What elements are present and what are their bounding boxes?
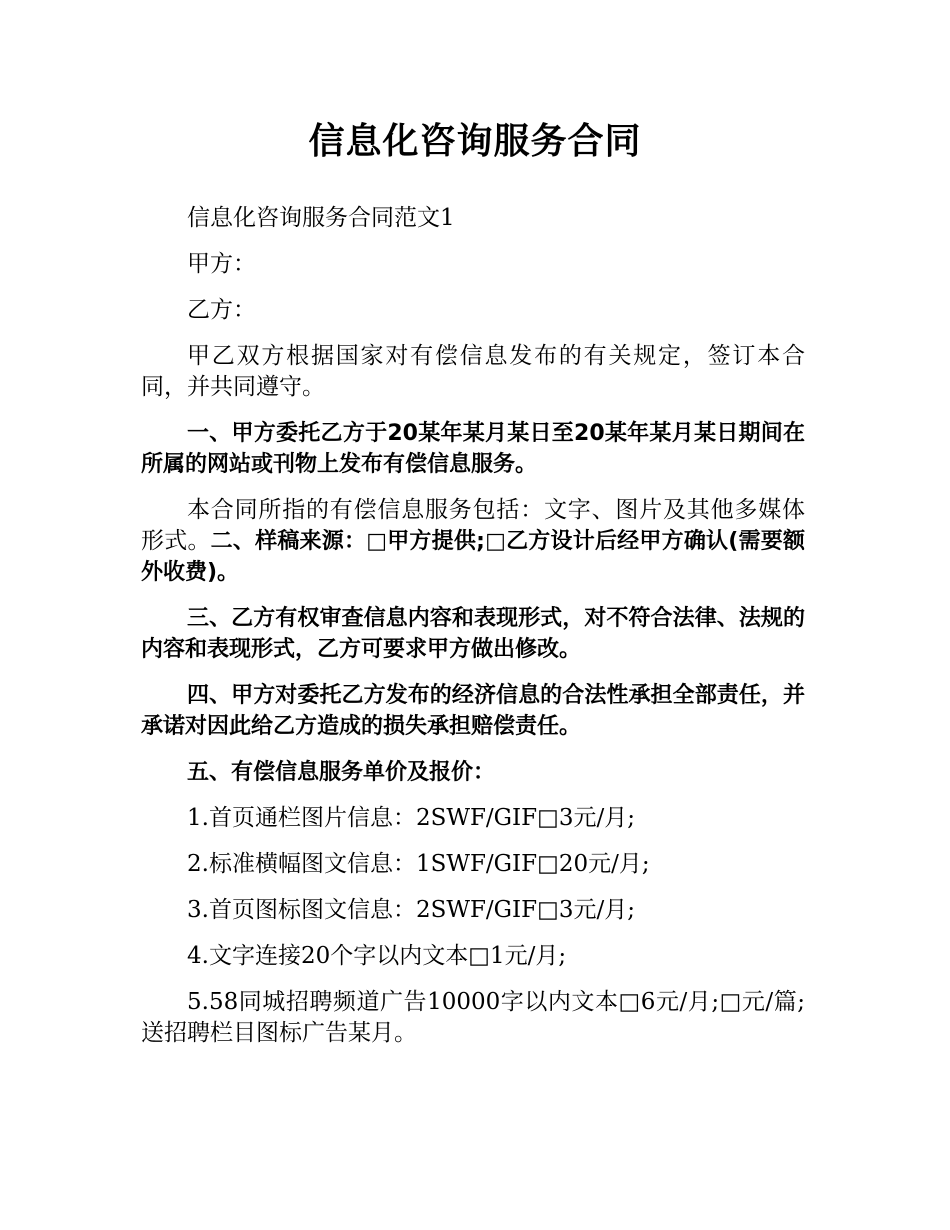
document-title: 信息化咨询服务合同 bbox=[308, 121, 642, 162]
clause-1: 一、甲方委托乙方于20某年某月某日至20某年某月某日期间在所属的网站或刊物上发布有偿信息服务。 bbox=[141, 421, 805, 477]
document-body bbox=[141, 203, 805, 1064]
scope-paragraph bbox=[141, 495, 805, 588]
clause-5: 五、有偿信息服务单价及报价： bbox=[187, 760, 496, 785]
price-item-2: 2.标准横幅图文信息：1SWF/GIF□20元/月; bbox=[187, 851, 650, 877]
document-subtitle: 信息化咨询服务合同范文1 bbox=[187, 205, 455, 231]
scope-text: 本合同所指的有偿信息服务包括：文字、图片及其他多媒体形式。 bbox=[141, 497, 805, 554]
price-item-5: 5.58同城招聘频道广告10000字以内文本□6元/月;□元/篇;送招聘栏目图标广告某月。 bbox=[141, 989, 805, 1046]
party-a-line: 甲方： bbox=[187, 251, 256, 277]
price-item-1: 1.首页通栏图片信息：2SWF/GIF□3元/月; bbox=[187, 805, 635, 831]
clause-2: 二、样稿来源：□甲方提供;□乙方设计后经甲方确认(需要额外收费)。 bbox=[141, 529, 805, 585]
price-item-3: 3.首页图标图文信息：2SWF/GIF□3元/月; bbox=[187, 897, 635, 923]
clause-3: 三、乙方有权审查信息内容和表现形式，对不符合法律、法规的内容和表现形式，乙方可要求甲方做出修改。 bbox=[141, 606, 805, 662]
intro-paragraph: 甲乙双方根据国家对有偿信息发布的有关规定，签订本合同，并共同遵守。 bbox=[141, 343, 805, 400]
clause-4: 四、甲方对委托乙方发布的经济信息的合法性承担全部责任，并承诺对因此给乙方造成的损失承担赔偿责任。 bbox=[141, 683, 805, 739]
party-b-line: 乙方： bbox=[187, 297, 256, 323]
price-item-4: 4.文字连接20个字以内文本□1元/月; bbox=[187, 943, 567, 969]
